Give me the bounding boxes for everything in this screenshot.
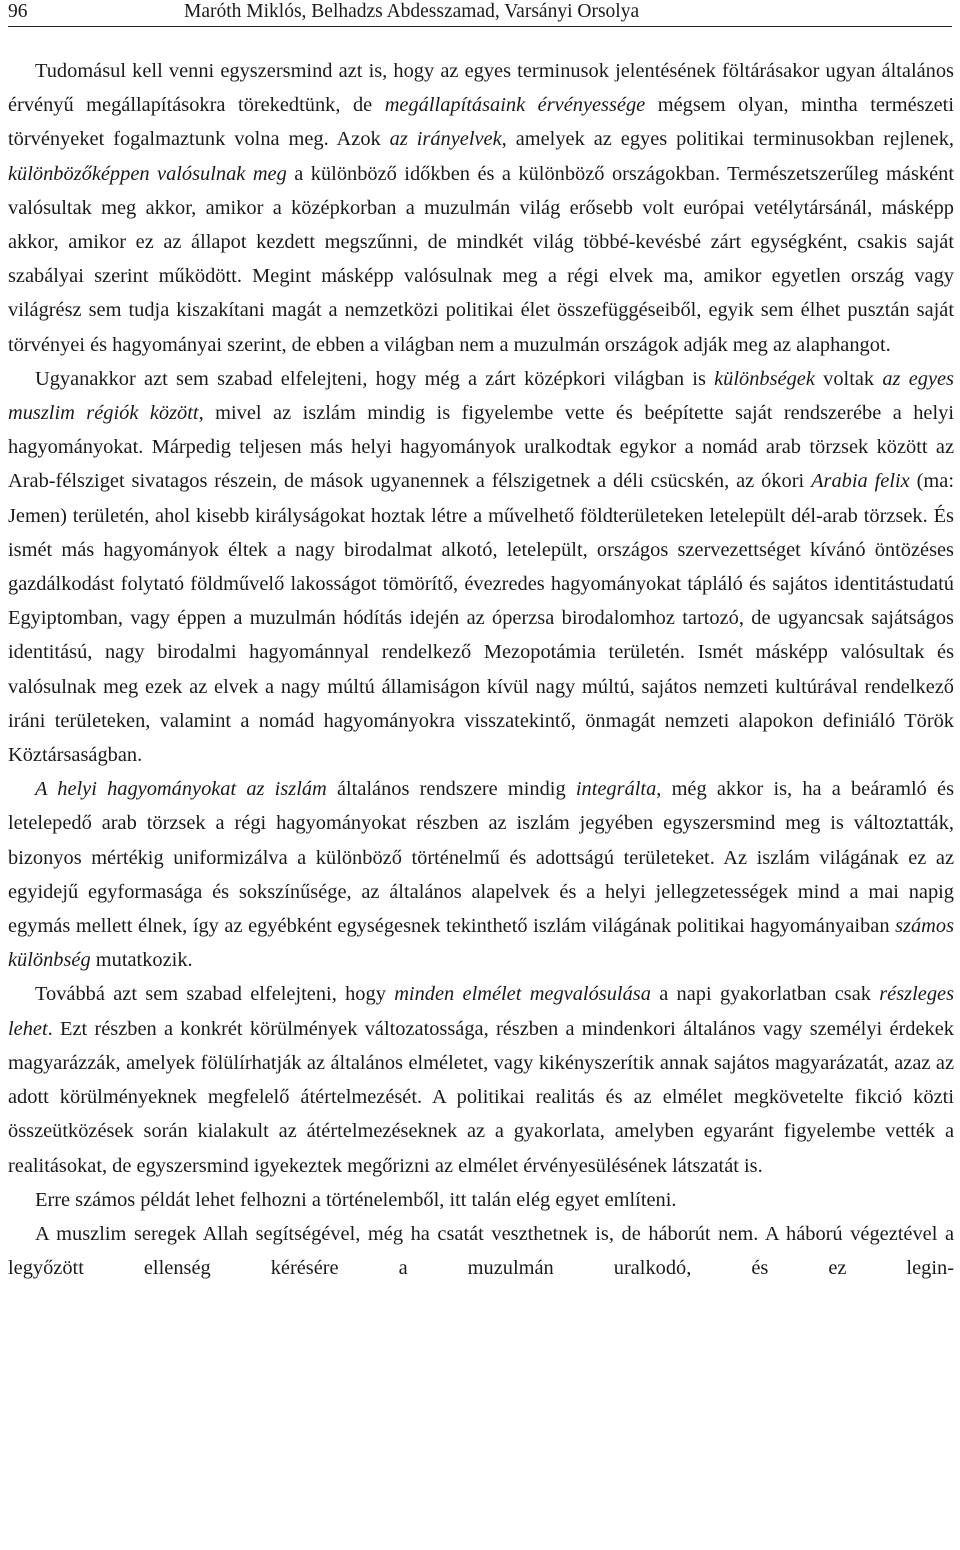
- text-run: Továbbá azt sem szabad elfelejteni, hogy: [35, 983, 395, 1006]
- emphasis-text: A helyi hagyományokat az iszlám: [35, 778, 327, 801]
- text-run: (ma: Jemen) területén, ahol kisebb királyságokat hoztak létre a művelhető földterületeken letelepült dél-arab törzsek. És ismét más hagyományok éltek a nagy birodalmat alkotó, letelepült, országos szervezettséget kívánó öntözéses gazdálkodást folytató földművelő lakosságot tömörítő, évezredes hagyományokat tápláló és sajátos identitástudatú Egyiptomban, vagy éppen a muzulmán hódítás idején az óperzsa birodalomhoz tartozó, de ugyancsak sajátságos identitású, nagy birodalmi hagyománnyal rendelkező Mezopotámia területén. Ismét másképp valósultak és valósulnak meg ezek az elvek a nagy múltú államiságon kívül nagy múltú, sajátos nemzeti kultúrával rendelkező iráni területeken, valamint a nomád hagyományokra visszatekintő, önmagát nemzeti alapokon definiáló Török Köztársaságban.: [8, 470, 954, 767]
- page-number: 96: [8, 1, 28, 22]
- paragraph-5: [8, 1183, 954, 1217]
- text-run: Erre számos példát lehet felhozni a történelemből, itt talán elég egyet említeni.: [35, 1188, 677, 1211]
- emphasis-text: minden elmélet megvalósulása: [394, 983, 651, 1006]
- text-run: Tudomásul kell venni egyszersmind azt is, hogy az egyes terminusok jelentésének föltárásakor ugyan általános érvényű megállapításokra törekedtünk, de: [8, 60, 954, 117]
- text-run: mégsem olyan, mintha természeti törvényeket fogalmaztunk volna meg. Azok: [8, 94, 954, 151]
- text-run: A muszlim seregek Allah segítségével, még ha csatát veszthetnek is, de háborút nem. A háború végeztével a legyőzött ellenség kérésére a muzulmán uralkodó, és ez legin-: [8, 1222, 954, 1280]
- paragraph-2: [8, 362, 954, 772]
- emphasis-text: megállapításaink érvényessége: [384, 94, 646, 117]
- text-run: . Ezt részben a konkrét körülmények változatossága, részben a mindenkori általános vagy személyi érdekek magyarázzák, amelyek fölülírhatják az általános elméletet, vagy kikényszerítik annak sajátos magyarázatát, azaz az adott körülményeknek megfelelő átértelmezését. A politikai realitás és az elmélet megkövetelte fikció közti összeütközések során kialakult az átértelmezéseknek az a gyakorlata, amelyben egyaránt figyelembe vették a realitásokat, de egyszersmind igyekeztek megőrizni az elmélet érvényesülésének látszatát is.: [8, 1017, 954, 1177]
- emphasis-text: különbségek: [714, 367, 815, 390]
- body-text: [8, 54, 954, 1285]
- text-run: Ugyanakkor azt sem szabad elfelejteni, hogy még a zárt középkori világban is: [35, 367, 715, 390]
- text-run: a napi gyakorlatban csak: [650, 983, 880, 1006]
- text-run: , mivel az iszlám mindig is figyelembe vette és beépítette saját rendszerébe a helyi hagyományokat. Márpedig teljesen más helyi hagyományok uralkodtak egykor a nomád arab törzsek között az Arab-félsziget sivatagos részein, de mások ugyanennek a félszigetnek a déli csücskén, az ókori: [8, 402, 954, 493]
- emphasis-text: különbözőképpen valósulnak meg: [8, 162, 287, 185]
- text-run: voltak: [814, 367, 883, 390]
- paragraph-1: [8, 54, 954, 362]
- emphasis-text: részleges lehet: [8, 983, 955, 1040]
- text-run: a különböző időkben és a különböző országokban. Természetszerűleg másként valósultak meg akkor, amikor a középkorban a muzulmán világ erősebb volt európai vetélytársánál, másképp akkor, amikor ez az állapot kezdett megszűnni, de mindkét világ többé-kevésbé zárt egységként, csakis saját szabályai szerint működött. Megint másképp valósulnak meg a régi elvek ma, amikor egyetlen ország vagy világrész sem tudja kiszakítani magát a nemzetközi politikai élet összefüggéseiből, egyik sem élhet pusztán saját törvényei és hagyományai szerint, de ebben a világban nem a muzulmán országok adják meg az alaphangot.: [8, 162, 954, 356]
- emphasis-text: integrálta: [575, 778, 657, 801]
- text-run: , még akkor is, ha a beáramló és letelepedő arab törzsek a régi hagyományokat részben az iszlám jegyében egyszersmind meg is változtatták, bizonyos mértékig uniformizálva a különböző történelmű és adottságú területeket. Az iszlám világának ez az egyidejű egyformasága és sokszínűsége, az általános alapelvek és a helyi jellegzetességek mind a mai napig egymás mellett élnek, így az egyébként egységesnek tekinthető iszlám világának politikai hagyományaiban: [8, 778, 955, 938]
- emphasis-text: számos különbség: [8, 915, 954, 972]
- paragraph-3: [8, 772, 954, 977]
- running-header: [8, 0, 952, 27]
- paragraph-6: [8, 1217, 954, 1285]
- running-title: Maróth Miklós, Belhadzs Abdesszamad, Varsányi Orsolya: [184, 1, 640, 22]
- text-run: , amelyek az egyes politikai terminusokban rejlenek,: [501, 128, 954, 151]
- emphasis-text: Arabia felix: [811, 470, 910, 493]
- text-run: általános rendszere mindig: [326, 778, 576, 801]
- emphasis-text: az irányelvek: [389, 128, 502, 151]
- emphasis-text: az egyes muszlim régiók között: [8, 367, 954, 425]
- text-run: mutatkozik.: [90, 949, 193, 972]
- paragraph-4: [8, 977, 954, 1182]
